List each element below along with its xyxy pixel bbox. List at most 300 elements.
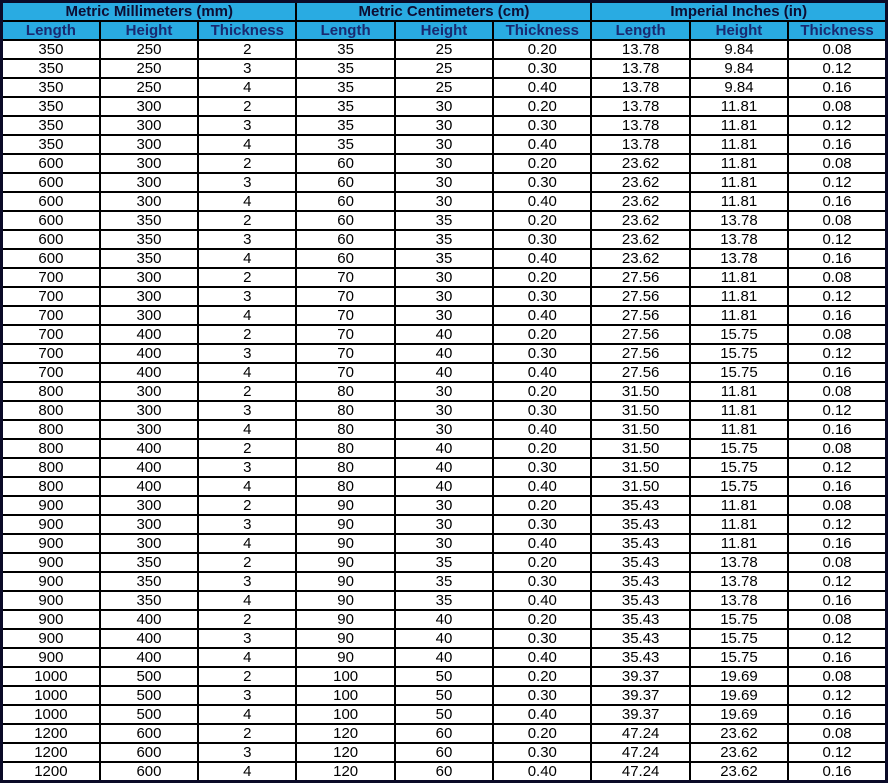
cell-cm-length: 100 [296, 705, 394, 724]
cell-in-thickness: 0.08 [788, 724, 886, 743]
cell-in-height: 13.78 [690, 249, 788, 268]
cell-in-thickness: 0.16 [788, 477, 886, 496]
cell-mm-thickness: 3 [198, 458, 296, 477]
cell-in-length: 23.62 [591, 154, 689, 173]
cell-cm-length: 80 [296, 401, 394, 420]
cell-cm-thickness: 0.30 [493, 116, 591, 135]
table-row [2, 325, 887, 344]
cell-mm-thickness: 2 [198, 439, 296, 458]
cell-in-thickness: 0.16 [788, 648, 886, 667]
cell-mm-height: 400 [100, 363, 198, 382]
cell-mm-thickness: 4 [198, 249, 296, 268]
cell-cm-thickness: 0.20 [493, 382, 591, 401]
cell-in-height: 11.81 [690, 268, 788, 287]
cell-mm-height: 400 [100, 458, 198, 477]
cell-cm-length: 60 [296, 154, 394, 173]
cell-mm-height: 250 [100, 78, 198, 97]
cell-in-height: 23.62 [690, 743, 788, 762]
cell-in-height: 13.78 [690, 572, 788, 591]
cell-mm-thickness: 4 [198, 705, 296, 724]
cell-in-length: 31.50 [591, 439, 689, 458]
cell-mm-length: 900 [2, 629, 100, 648]
table-row [2, 629, 887, 648]
cell-in-thickness: 0.12 [788, 116, 886, 135]
table-row [2, 496, 887, 515]
cell-mm-height: 300 [100, 268, 198, 287]
column-header-mm-height: Height [100, 21, 198, 40]
cell-mm-thickness: 2 [198, 325, 296, 344]
cell-in-height: 11.81 [690, 382, 788, 401]
table-row [2, 59, 887, 78]
cell-mm-height: 500 [100, 686, 198, 705]
cell-in-thickness: 0.16 [788, 534, 886, 553]
cell-in-height: 11.81 [690, 287, 788, 306]
cell-in-height: 15.75 [690, 629, 788, 648]
table-row [2, 572, 887, 591]
cell-mm-height: 400 [100, 629, 198, 648]
cell-mm-thickness: 4 [198, 135, 296, 154]
cell-in-length: 27.56 [591, 325, 689, 344]
cell-mm-thickness: 2 [198, 211, 296, 230]
cell-mm-length: 800 [2, 458, 100, 477]
cell-cm-thickness: 0.20 [493, 40, 591, 59]
cell-cm-height: 25 [395, 78, 493, 97]
cell-in-length: 47.24 [591, 724, 689, 743]
cell-mm-length: 900 [2, 496, 100, 515]
cell-in-length: 39.37 [591, 686, 689, 705]
cell-cm-length: 60 [296, 211, 394, 230]
cell-in-height: 9.84 [690, 40, 788, 59]
cell-cm-length: 90 [296, 572, 394, 591]
group-header-metric-cm: Metric Centimeters (cm) [296, 2, 591, 22]
cell-mm-height: 400 [100, 325, 198, 344]
cell-mm-height: 300 [100, 287, 198, 306]
cell-mm-height: 300 [100, 534, 198, 553]
cell-mm-thickness: 3 [198, 686, 296, 705]
table-row [2, 743, 887, 762]
cell-mm-length: 700 [2, 306, 100, 325]
cell-in-thickness: 0.12 [788, 173, 886, 192]
cell-mm-height: 350 [100, 591, 198, 610]
cell-mm-height: 600 [100, 762, 198, 782]
cell-cm-height: 30 [395, 135, 493, 154]
cell-cm-height: 30 [395, 496, 493, 515]
cell-in-thickness: 0.08 [788, 382, 886, 401]
table-row [2, 363, 887, 382]
cell-mm-height: 350 [100, 572, 198, 591]
cell-in-thickness: 0.12 [788, 230, 886, 249]
cell-mm-thickness: 2 [198, 97, 296, 116]
cell-mm-height: 500 [100, 705, 198, 724]
cell-cm-height: 50 [395, 705, 493, 724]
cell-in-thickness: 0.08 [788, 325, 886, 344]
cell-in-thickness: 0.16 [788, 420, 886, 439]
cell-in-length: 23.62 [591, 249, 689, 268]
cell-cm-length: 80 [296, 477, 394, 496]
cell-in-height: 15.75 [690, 344, 788, 363]
cell-cm-height: 35 [395, 591, 493, 610]
cell-mm-thickness: 3 [198, 401, 296, 420]
cell-cm-height: 30 [395, 268, 493, 287]
cell-cm-height: 30 [395, 97, 493, 116]
cell-cm-height: 40 [395, 458, 493, 477]
cell-mm-height: 350 [100, 553, 198, 572]
cell-cm-length: 60 [296, 249, 394, 268]
table-row [2, 382, 887, 401]
cell-in-length: 35.43 [591, 629, 689, 648]
cell-mm-length: 1000 [2, 667, 100, 686]
cell-mm-thickness: 3 [198, 572, 296, 591]
cell-cm-length: 120 [296, 724, 394, 743]
cell-mm-length: 600 [2, 192, 100, 211]
cell-mm-thickness: 4 [198, 648, 296, 667]
column-header-in-length: Length [591, 21, 689, 40]
cell-cm-thickness: 0.30 [493, 344, 591, 363]
cell-in-length: 13.78 [591, 97, 689, 116]
table-row [2, 458, 887, 477]
cell-in-thickness: 0.08 [788, 553, 886, 572]
cell-in-height: 13.78 [690, 553, 788, 572]
cell-mm-thickness: 3 [198, 116, 296, 135]
table-row [2, 135, 887, 154]
cell-cm-thickness: 0.40 [493, 477, 591, 496]
cell-cm-height: 40 [395, 629, 493, 648]
table-row [2, 724, 887, 743]
cell-cm-thickness: 0.20 [493, 97, 591, 116]
cell-mm-length: 1200 [2, 724, 100, 743]
cell-mm-height: 300 [100, 116, 198, 135]
cell-mm-height: 400 [100, 344, 198, 363]
table-row [2, 591, 887, 610]
group-header-imperial-in: Imperial Inches (in) [591, 2, 886, 22]
cell-mm-length: 350 [2, 78, 100, 97]
cell-mm-height: 350 [100, 211, 198, 230]
cell-cm-height: 40 [395, 610, 493, 629]
table-row [2, 40, 887, 59]
cell-in-thickness: 0.08 [788, 154, 886, 173]
cell-cm-length: 120 [296, 743, 394, 762]
column-header-cm-height: Height [395, 21, 493, 40]
cell-cm-length: 100 [296, 686, 394, 705]
table-row [2, 667, 887, 686]
cell-mm-thickness: 3 [198, 629, 296, 648]
cell-mm-length: 800 [2, 439, 100, 458]
cell-mm-thickness: 3 [198, 344, 296, 363]
cell-in-length: 13.78 [591, 116, 689, 135]
cell-cm-length: 90 [296, 496, 394, 515]
table-row [2, 439, 887, 458]
cell-mm-length: 600 [2, 230, 100, 249]
cell-in-thickness: 0.12 [788, 458, 886, 477]
cell-mm-length: 700 [2, 363, 100, 382]
cell-mm-length: 350 [2, 116, 100, 135]
cell-cm-height: 25 [395, 59, 493, 78]
cell-cm-thickness: 0.30 [493, 629, 591, 648]
cell-in-length: 35.43 [591, 591, 689, 610]
cell-in-height: 11.81 [690, 192, 788, 211]
cell-cm-thickness: 0.30 [493, 173, 591, 192]
cell-in-length: 27.56 [591, 268, 689, 287]
cell-in-height: 23.62 [690, 762, 788, 782]
cell-cm-height: 40 [395, 648, 493, 667]
cell-cm-thickness: 0.30 [493, 743, 591, 762]
cell-mm-height: 300 [100, 515, 198, 534]
group-header-row [2, 2, 887, 22]
cell-cm-height: 40 [395, 325, 493, 344]
cell-cm-height: 30 [395, 173, 493, 192]
cell-cm-length: 90 [296, 515, 394, 534]
cell-in-length: 23.62 [591, 211, 689, 230]
cell-in-thickness: 0.08 [788, 40, 886, 59]
cell-cm-thickness: 0.30 [493, 686, 591, 705]
cell-in-thickness: 0.08 [788, 268, 886, 287]
cell-mm-thickness: 4 [198, 420, 296, 439]
cell-in-height: 15.75 [690, 648, 788, 667]
cell-mm-length: 900 [2, 572, 100, 591]
cell-cm-length: 60 [296, 192, 394, 211]
cell-in-height: 11.81 [690, 420, 788, 439]
cell-mm-length: 900 [2, 648, 100, 667]
cell-cm-length: 80 [296, 382, 394, 401]
cell-in-length: 31.50 [591, 477, 689, 496]
cell-mm-height: 350 [100, 230, 198, 249]
cell-cm-thickness: 0.40 [493, 306, 591, 325]
table-row [2, 534, 887, 553]
cell-cm-height: 30 [395, 116, 493, 135]
cell-cm-length: 80 [296, 458, 394, 477]
cell-in-height: 15.75 [690, 458, 788, 477]
cell-mm-thickness: 3 [198, 59, 296, 78]
cell-in-thickness: 0.12 [788, 572, 886, 591]
cell-cm-thickness: 0.20 [493, 724, 591, 743]
cell-mm-thickness: 2 [198, 382, 296, 401]
cell-cm-thickness: 0.40 [493, 534, 591, 553]
cell-cm-thickness: 0.40 [493, 762, 591, 782]
cell-in-length: 27.56 [591, 287, 689, 306]
cell-mm-thickness: 4 [198, 591, 296, 610]
cell-cm-thickness: 0.30 [493, 59, 591, 78]
column-header-in-height: Height [690, 21, 788, 40]
cell-mm-length: 1000 [2, 686, 100, 705]
cell-cm-length: 90 [296, 534, 394, 553]
cell-cm-length: 80 [296, 420, 394, 439]
cell-mm-thickness: 2 [198, 610, 296, 629]
cell-in-thickness: 0.08 [788, 667, 886, 686]
column-header-row [2, 21, 887, 40]
cell-in-length: 35.43 [591, 496, 689, 515]
cell-in-thickness: 0.08 [788, 610, 886, 629]
table-row [2, 97, 887, 116]
cell-in-length: 27.56 [591, 344, 689, 363]
cell-cm-thickness: 0.30 [493, 515, 591, 534]
cell-cm-thickness: 0.30 [493, 287, 591, 306]
cell-mm-length: 900 [2, 610, 100, 629]
cell-cm-height: 30 [395, 420, 493, 439]
cell-cm-thickness: 0.40 [493, 705, 591, 724]
cell-mm-length: 600 [2, 249, 100, 268]
cell-in-height: 13.78 [690, 211, 788, 230]
table-row [2, 192, 887, 211]
cell-cm-length: 80 [296, 439, 394, 458]
cell-cm-thickness: 0.30 [493, 458, 591, 477]
table-row [2, 610, 887, 629]
cell-in-height: 11.81 [690, 306, 788, 325]
cell-cm-length: 90 [296, 591, 394, 610]
cell-cm-height: 50 [395, 667, 493, 686]
table-row [2, 268, 887, 287]
table-row [2, 211, 887, 230]
cell-in-length: 35.43 [591, 572, 689, 591]
column-header-cm-thickness: Thickness [493, 21, 591, 40]
cell-mm-height: 300 [100, 420, 198, 439]
cell-cm-length: 35 [296, 97, 394, 116]
cell-mm-height: 300 [100, 135, 198, 154]
cell-in-length: 35.43 [591, 610, 689, 629]
cell-in-length: 35.43 [591, 515, 689, 534]
cell-in-length: 39.37 [591, 705, 689, 724]
cell-in-length: 13.78 [591, 59, 689, 78]
cell-in-height: 19.69 [690, 667, 788, 686]
table-row [2, 515, 887, 534]
cell-in-height: 13.78 [690, 230, 788, 249]
cell-cm-height: 40 [395, 363, 493, 382]
cell-cm-thickness: 0.30 [493, 230, 591, 249]
cell-in-length: 39.37 [591, 667, 689, 686]
cell-in-thickness: 0.16 [788, 192, 886, 211]
cell-cm-thickness: 0.20 [493, 325, 591, 344]
cell-mm-thickness: 2 [198, 154, 296, 173]
cell-mm-length: 800 [2, 477, 100, 496]
cell-mm-thickness: 2 [198, 268, 296, 287]
cell-cm-height: 30 [395, 306, 493, 325]
cell-cm-height: 25 [395, 40, 493, 59]
cell-mm-thickness: 3 [198, 515, 296, 534]
cell-cm-height: 30 [395, 287, 493, 306]
table-row [2, 762, 887, 782]
cell-cm-thickness: 0.40 [493, 420, 591, 439]
cell-cm-length: 70 [296, 306, 394, 325]
cell-mm-thickness: 3 [198, 743, 296, 762]
cell-in-thickness: 0.08 [788, 211, 886, 230]
cell-mm-length: 350 [2, 59, 100, 78]
cell-cm-thickness: 0.20 [493, 268, 591, 287]
cell-mm-thickness: 2 [198, 553, 296, 572]
cell-mm-length: 900 [2, 515, 100, 534]
cell-mm-height: 400 [100, 477, 198, 496]
cell-mm-thickness: 3 [198, 173, 296, 192]
cell-cm-height: 35 [395, 230, 493, 249]
cell-cm-thickness: 0.40 [493, 192, 591, 211]
cell-in-thickness: 0.08 [788, 439, 886, 458]
cell-mm-thickness: 2 [198, 496, 296, 515]
cell-mm-length: 800 [2, 401, 100, 420]
cell-in-length: 13.78 [591, 40, 689, 59]
cell-in-height: 9.84 [690, 78, 788, 97]
cell-in-height: 19.69 [690, 705, 788, 724]
cell-cm-height: 35 [395, 572, 493, 591]
cell-mm-length: 350 [2, 40, 100, 59]
table-row [2, 173, 887, 192]
cell-in-length: 35.43 [591, 553, 689, 572]
cell-mm-height: 300 [100, 192, 198, 211]
cell-mm-height: 600 [100, 743, 198, 762]
cell-mm-thickness: 3 [198, 230, 296, 249]
cell-mm-length: 1200 [2, 762, 100, 782]
cell-cm-thickness: 0.20 [493, 439, 591, 458]
table-header [2, 2, 887, 41]
cell-cm-height: 60 [395, 762, 493, 782]
cell-mm-height: 400 [100, 439, 198, 458]
column-header-mm-thickness: Thickness [198, 21, 296, 40]
cell-cm-height: 30 [395, 192, 493, 211]
cell-cm-height: 40 [395, 344, 493, 363]
cell-in-height: 23.62 [690, 724, 788, 743]
cell-mm-length: 1000 [2, 705, 100, 724]
cell-cm-length: 100 [296, 667, 394, 686]
cell-in-height: 11.81 [690, 496, 788, 515]
cell-cm-length: 35 [296, 59, 394, 78]
cell-mm-length: 600 [2, 211, 100, 230]
cell-mm-length: 350 [2, 97, 100, 116]
cell-in-length: 23.62 [591, 230, 689, 249]
cell-mm-height: 300 [100, 154, 198, 173]
cell-in-length: 35.43 [591, 648, 689, 667]
cell-mm-height: 250 [100, 40, 198, 59]
cell-in-length: 27.56 [591, 306, 689, 325]
table-row [2, 344, 887, 363]
cell-mm-length: 700 [2, 268, 100, 287]
cell-in-length: 35.43 [591, 534, 689, 553]
cell-cm-length: 90 [296, 629, 394, 648]
cell-cm-length: 70 [296, 363, 394, 382]
cell-in-length: 13.78 [591, 135, 689, 154]
group-header-metric-mm: Metric Millimeters (mm) [2, 2, 297, 22]
table-row [2, 249, 887, 268]
column-header-in-thickness: Thickness [788, 21, 886, 40]
table-row [2, 648, 887, 667]
cell-cm-height: 30 [395, 401, 493, 420]
cell-cm-length: 60 [296, 173, 394, 192]
cell-mm-length: 800 [2, 382, 100, 401]
cell-mm-length: 600 [2, 173, 100, 192]
table-row [2, 420, 887, 439]
cell-in-height: 15.75 [690, 439, 788, 458]
cell-mm-thickness: 4 [198, 534, 296, 553]
cell-mm-length: 900 [2, 591, 100, 610]
cell-cm-thickness: 0.20 [493, 211, 591, 230]
cell-cm-length: 70 [296, 325, 394, 344]
cell-cm-thickness: 0.40 [493, 363, 591, 382]
cell-cm-thickness: 0.40 [493, 591, 591, 610]
column-header-mm-length: Length [2, 21, 100, 40]
table-row [2, 686, 887, 705]
table-row [2, 154, 887, 173]
cell-in-thickness: 0.16 [788, 762, 886, 782]
cell-mm-thickness: 2 [198, 724, 296, 743]
table-row [2, 230, 887, 249]
cell-cm-thickness: 0.20 [493, 610, 591, 629]
cell-mm-thickness: 4 [198, 78, 296, 97]
cell-in-height: 15.75 [690, 610, 788, 629]
cell-in-height: 11.81 [690, 97, 788, 116]
cell-in-thickness: 0.16 [788, 78, 886, 97]
cell-cm-length: 90 [296, 553, 394, 572]
cell-in-height: 11.81 [690, 116, 788, 135]
cell-cm-length: 35 [296, 78, 394, 97]
column-header-cm-length: Length [296, 21, 394, 40]
cell-mm-height: 500 [100, 667, 198, 686]
cell-cm-height: 40 [395, 477, 493, 496]
